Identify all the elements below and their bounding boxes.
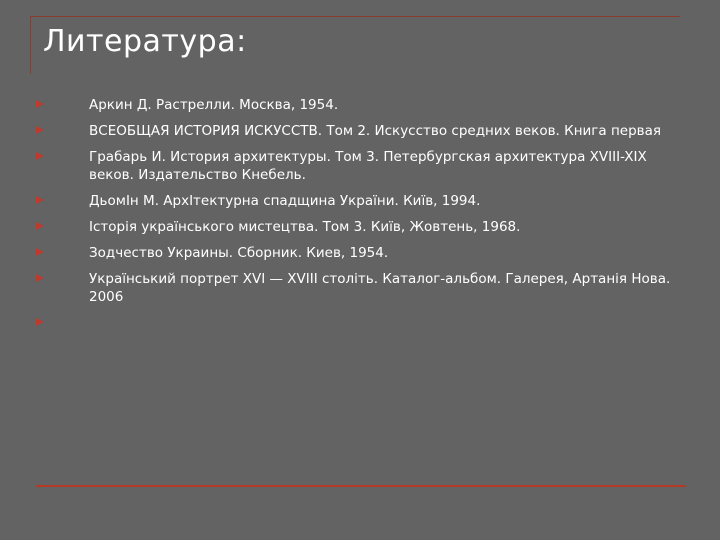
list-item-text: ДьомІн М. АрхІтектурна спадщина України. Київ, 1994.: [89, 193, 481, 209]
triangle-bullet-icon: [36, 152, 44, 160]
left-rule-divider: [30, 16, 31, 74]
list-item: [36, 218, 686, 236]
list-item-text: Історія українського мистецтва. Том 3. Київ, Жовтень, 1968.: [89, 219, 521, 235]
list-item: [36, 122, 686, 140]
list-item: [36, 192, 686, 210]
list-item: [36, 96, 686, 114]
list-item: [36, 270, 686, 306]
list-item-text: Грабарь И. История архитектуры. Том 3. Петербургская архитектура XVIII-XIX веков. Издательство Кнебель.: [89, 149, 647, 183]
slide-title: Литература:: [43, 24, 247, 59]
list-item-text: Український портрет XVI — XVIII століть. Каталог-альбом. Галерея, Артанія Нова. 2006: [89, 271, 671, 305]
list-item: [36, 148, 686, 184]
triangle-bullet-icon: [36, 196, 44, 204]
triangle-bullet-icon: [36, 100, 44, 108]
bottom-rule-divider: [36, 485, 686, 487]
list-item: [36, 244, 686, 262]
triangle-bullet-icon: [36, 274, 44, 282]
list-item-text: Зодчество Украины. Сборник. Киев, 1954.: [89, 245, 389, 261]
triangle-bullet-icon: [36, 126, 44, 134]
list-item-text: Аркин Д. Растрелли. Москва, 1954.: [89, 97, 339, 113]
triangle-bullet-icon: [36, 318, 44, 326]
top-rule-divider: [30, 16, 680, 17]
triangle-bullet-icon: [36, 248, 44, 256]
list-item-text: ВСЕОБЩАЯ ИСТОРИЯ ИСКУССТВ. Том 2. Искусство средних веков. Книга первая: [89, 123, 662, 139]
list-item: [36, 314, 686, 332]
triangle-bullet-icon: [36, 222, 44, 230]
bibliography-list: [36, 96, 686, 340]
